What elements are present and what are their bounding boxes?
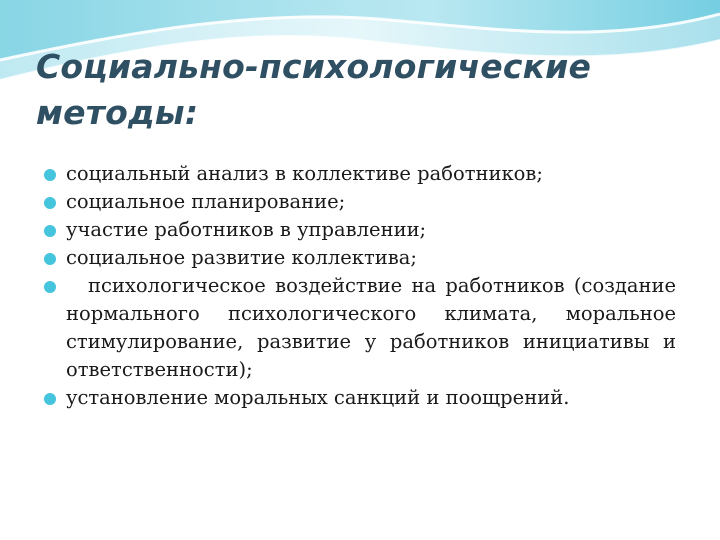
bullet-text: установление моральных санкций и поощрений. <box>66 386 570 409</box>
slide-title-line-1: Социально-психологические <box>36 47 592 86</box>
bullet-item <box>44 160 676 188</box>
bullet-text: социальный анализ в коллективе работников; <box>66 162 543 185</box>
bullet-dot-icon <box>44 169 56 181</box>
bullet-list <box>44 160 676 412</box>
bullet-item <box>44 216 676 244</box>
bullet-item <box>44 188 676 216</box>
bullet-item <box>44 244 676 272</box>
bullet-dot-icon <box>44 281 56 293</box>
bullet-text: социальное развитие коллектива; <box>66 246 417 269</box>
slide-title-line-2: методы: <box>36 93 199 132</box>
bullet-dot-icon <box>44 225 56 237</box>
slide-title <box>36 44 676 136</box>
bullet-text: участие работников в управлении; <box>66 218 427 241</box>
bullet-item <box>44 384 676 412</box>
bullet-dot-icon <box>44 393 56 405</box>
bullet-item <box>44 272 676 384</box>
bullet-dot-icon <box>44 253 56 265</box>
bullet-text: социальное планирование; <box>66 190 346 213</box>
bullet-dot-icon <box>44 197 56 209</box>
bullet-text: психологическое воздействие на работников (создание нормального психологического климата, моральное стимулирование, развитие у работников инициативы и ответственности); <box>66 274 676 381</box>
